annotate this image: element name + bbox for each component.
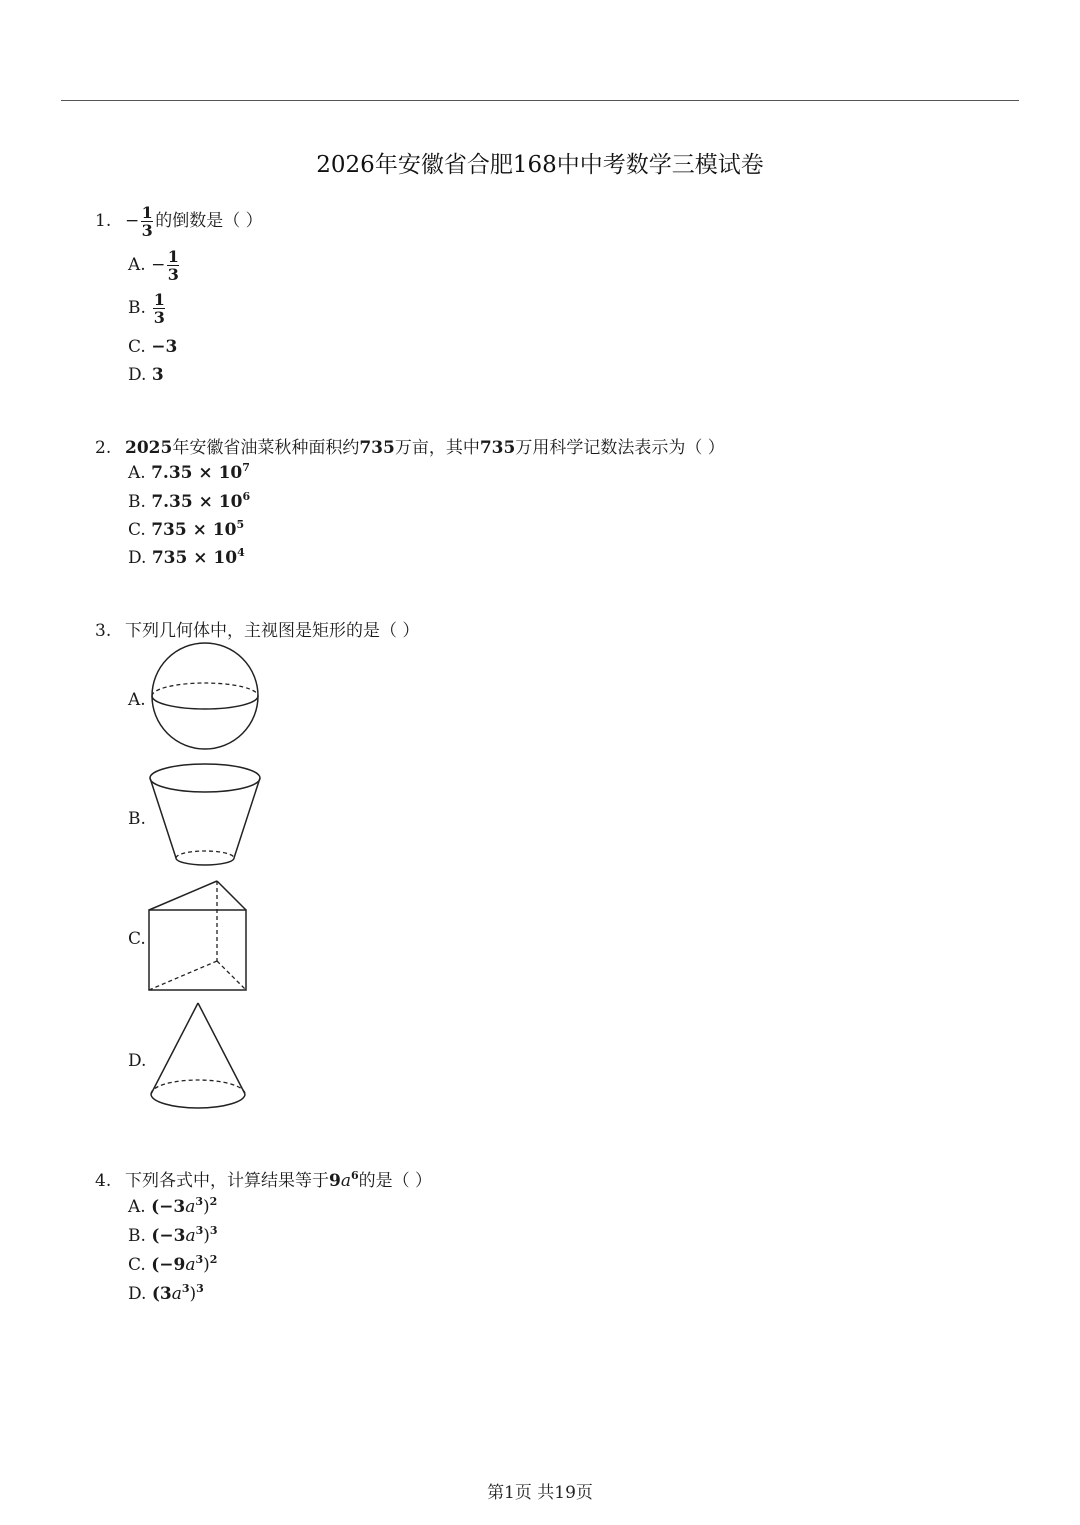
option-outer-exponent: 2 <box>209 1195 218 1208</box>
option-d[interactable] <box>128 547 245 571</box>
exam-title: 2026年安徽省合肥168中中考数学三模试卷 <box>316 152 764 178</box>
option-close: ) <box>189 1284 197 1304</box>
option-inner-exponent: 3 <box>195 1195 204 1208</box>
option-fraction <box>167 248 179 283</box>
option-value: −3 <box>151 337 178 357</box>
option-variable: a <box>185 1226 196 1246</box>
fraction-numerator: 1 <box>153 290 165 309</box>
stem-text: 下列各式中，计算结果等于 <box>125 1171 329 1191</box>
option-a[interactable] <box>128 248 181 283</box>
option-exponent: 6 <box>242 490 251 503</box>
question-number: 2. <box>95 438 112 458</box>
stem-text: 万用科学记数法表示为（ ） <box>515 438 725 458</box>
option-c[interactable] <box>128 519 244 543</box>
option-a[interactable] <box>128 462 250 486</box>
option-base: 735 × 10 <box>151 520 237 540</box>
stem-fraction <box>141 204 153 239</box>
frustum-figure <box>145 758 267 870</box>
option-open: (−3 <box>151 1197 186 1217</box>
stem-exponent: 6 <box>350 1169 359 1182</box>
triangular-prism-figure <box>145 876 255 996</box>
option-label: C. <box>128 929 146 949</box>
option-label: B. <box>128 1226 146 1246</box>
option-close: ) <box>203 1226 210 1246</box>
option-inner-exponent: 3 <box>181 1282 190 1295</box>
option-fraction <box>153 291 165 326</box>
base-front <box>151 1094 245 1108</box>
question-4 <box>95 1166 432 1191</box>
option-b[interactable] <box>128 291 167 326</box>
option-open: (−3 <box>151 1226 186 1246</box>
page-footer: 第1页 共19页 <box>487 1483 593 1503</box>
option-close: ) <box>203 1197 210 1217</box>
option-open: (−9 <box>151 1255 186 1275</box>
option-exponent: 7 <box>242 461 250 474</box>
option-b[interactable] <box>128 1225 218 1249</box>
equator-back <box>152 683 258 696</box>
stem-sign: − <box>125 211 140 231</box>
stem-variable: a <box>340 1171 351 1191</box>
equator-front <box>152 696 258 709</box>
top-rim <box>150 764 260 792</box>
option-label: C. <box>128 520 146 540</box>
option-c[interactable] <box>128 928 146 950</box>
fraction-denominator: 3 <box>167 265 179 284</box>
sphere-outline <box>152 643 258 749</box>
stem-coefficient: 9 <box>329 1171 341 1191</box>
option-a[interactable] <box>128 1196 217 1220</box>
stem-text: 年安徽省油菜秋种面积约 <box>172 438 360 458</box>
top-right-edge <box>217 881 246 910</box>
option-label: D. <box>128 365 147 385</box>
question-2 <box>95 433 725 458</box>
option-d[interactable] <box>128 364 164 386</box>
option-d[interactable] <box>128 1050 146 1072</box>
fraction-numerator: 1 <box>141 203 153 222</box>
option-close: ) <box>203 1255 210 1275</box>
option-label: B. <box>128 492 146 512</box>
option-sign: − <box>151 255 166 275</box>
option-a[interactable] <box>128 689 146 711</box>
option-d[interactable] <box>128 1283 204 1307</box>
cone-figure <box>145 998 255 1116</box>
option-label: A. <box>128 1197 146 1217</box>
base-front <box>176 858 234 865</box>
option-exponent: 5 <box>236 518 245 531</box>
option-c[interactable] <box>128 1254 217 1278</box>
option-inner-exponent: 3 <box>195 1253 204 1266</box>
stem-text: 的是（ ） <box>358 1171 433 1191</box>
question-number: 3. <box>95 621 112 641</box>
front-face <box>149 910 246 990</box>
option-outer-exponent: 2 <box>209 1253 218 1266</box>
base-back <box>176 851 234 858</box>
stem-text: 万亩，其中 <box>394 438 480 458</box>
option-label: D. <box>128 548 147 568</box>
option-base: 7.35 × 10 <box>151 463 243 483</box>
option-open: (3 <box>151 1284 172 1304</box>
base-back <box>151 1080 245 1094</box>
top-left-edge <box>149 881 217 910</box>
option-base: 735 × 10 <box>151 548 238 568</box>
question-number: 1. <box>95 211 112 231</box>
stem-number: 735 <box>479 438 516 458</box>
stem-text: 下列几何体中，主视图是矩形的是（ ） <box>125 621 420 641</box>
question-3 <box>95 616 419 641</box>
option-outer-exponent: 3 <box>196 1282 204 1295</box>
option-variable: a <box>185 1255 196 1275</box>
fraction-numerator: 1 <box>167 247 179 266</box>
option-label: B. <box>128 298 146 318</box>
fraction-denominator: 3 <box>153 308 165 327</box>
option-c[interactable] <box>128 336 177 358</box>
option-b[interactable] <box>128 491 250 515</box>
option-label: C. <box>128 337 146 357</box>
stem-number: 735 <box>359 438 395 458</box>
hidden-left-edge <box>149 961 217 990</box>
option-base: 7.35 × 10 <box>151 492 243 512</box>
question-number: 4. <box>95 1171 112 1191</box>
option-label: D. <box>128 1051 147 1071</box>
stem-year: 2025 <box>125 438 173 458</box>
option-value: 3 <box>151 365 164 385</box>
option-exponent: 4 <box>237 546 245 559</box>
option-label: A. <box>128 255 146 275</box>
question-1 <box>95 204 263 239</box>
option-label: C. <box>128 1255 146 1275</box>
option-outer-exponent: 3 <box>209 1224 218 1237</box>
option-label: A. <box>128 690 146 710</box>
fraction-denominator: 3 <box>141 221 153 240</box>
option-b[interactable] <box>128 808 146 830</box>
option-label: D. <box>128 1284 147 1304</box>
option-label: A. <box>128 463 146 483</box>
option-variable: a <box>171 1284 182 1304</box>
sphere-figure <box>145 640 265 754</box>
option-label: B. <box>128 809 146 829</box>
option-inner-exponent: 3 <box>195 1224 204 1237</box>
hidden-right-edge <box>217 961 246 990</box>
header-rule <box>61 100 1019 101</box>
option-variable: a <box>185 1197 196 1217</box>
stem-text: 的倒数是（ ） <box>155 211 263 231</box>
